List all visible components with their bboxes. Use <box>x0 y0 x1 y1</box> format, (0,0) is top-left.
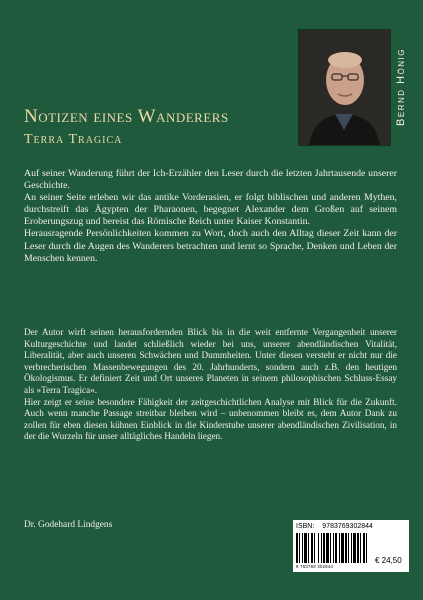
isbn-number: 9783769302844 <box>322 523 373 530</box>
author-name: Bernd Hönig <box>395 47 408 126</box>
review-paragraph: Hier zeigt er seine besondere Fähigkeit der zeitgeschichtlichen Analyse mit Blick für die Zukunft. Auch wenn manche Passage streitbar bleiben wird – unbenommen bleibt es, dem Autor Dank zu zollen für eben diesen kühnen Einblick in die Kinderstube unserer abendländischen Zivilisation, in der die Wurzeln für unser alltägliches Handeln liegen. <box>24 396 397 442</box>
blurb-paragraph: Auf seiner Wanderung führt der Ich-Erzähler den Leser durch die letzten Jahrtausende unserer Geschichte. <box>24 168 397 192</box>
blurb-paragraph: An seiner Seite erleben wir das antike Vorderasien, er folgt biblischen und anderen Mythen, durchstreift das Ägypten der Pharaonen, begegnet Alexander dem Großen auf seinem Eroberungszug und bereist das Römische Reich unter Kaiser Konstantin. <box>24 192 397 228</box>
author-photo <box>298 29 391 146</box>
blurb-paragraph: Herausragende Persönlichkeiten kommen zu Wort, doch auch den Alltag dieser Zeit kann der Leser durch die Augen des Wanderers betrachten und lernt so Sprache, Denken und Leben der Menschen kennen. <box>24 228 397 264</box>
review-signature: Dr. Godehard Lindgens <box>24 520 113 530</box>
blurb-top <box>24 168 397 265</box>
author-name-vertical <box>392 29 410 144</box>
book-title: Notizen eines Wanderers <box>24 106 229 127</box>
price-label: € 24,50 <box>375 556 402 565</box>
book-subtitle: Terra Tragica <box>24 132 123 147</box>
blurb-bottom <box>24 327 397 443</box>
author-portrait-image <box>299 30 390 145</box>
isbn-line <box>296 523 373 531</box>
barcode-digits: 9 783769 302844 <box>296 564 334 569</box>
isbn-barcode <box>293 520 409 572</box>
isbn-label: ISBN: <box>296 523 315 530</box>
barcode-bars <box>296 533 372 563</box>
review-paragraph: Der Autor wirft seinen herausfordernden Blick bis in die weit entfernte Vergangenheit unserer Kulturgeschichte und landet schließlich wieder bei uns, unserer abendländischen Vitalität, Liberalität, aber auch unseren Schwächen und Dummheiten. Unter diesen versteht er nicht nur die verbrecherischen Massenbewegungen des 20. Jahrhunderts, sondern auch z.B. den heutigen Ökologismus. Er definiert Zeit und Ort unseres Planeten in seinem philosophischen Schluss-Essay als »Terra Tragica«. <box>24 327 397 395</box>
